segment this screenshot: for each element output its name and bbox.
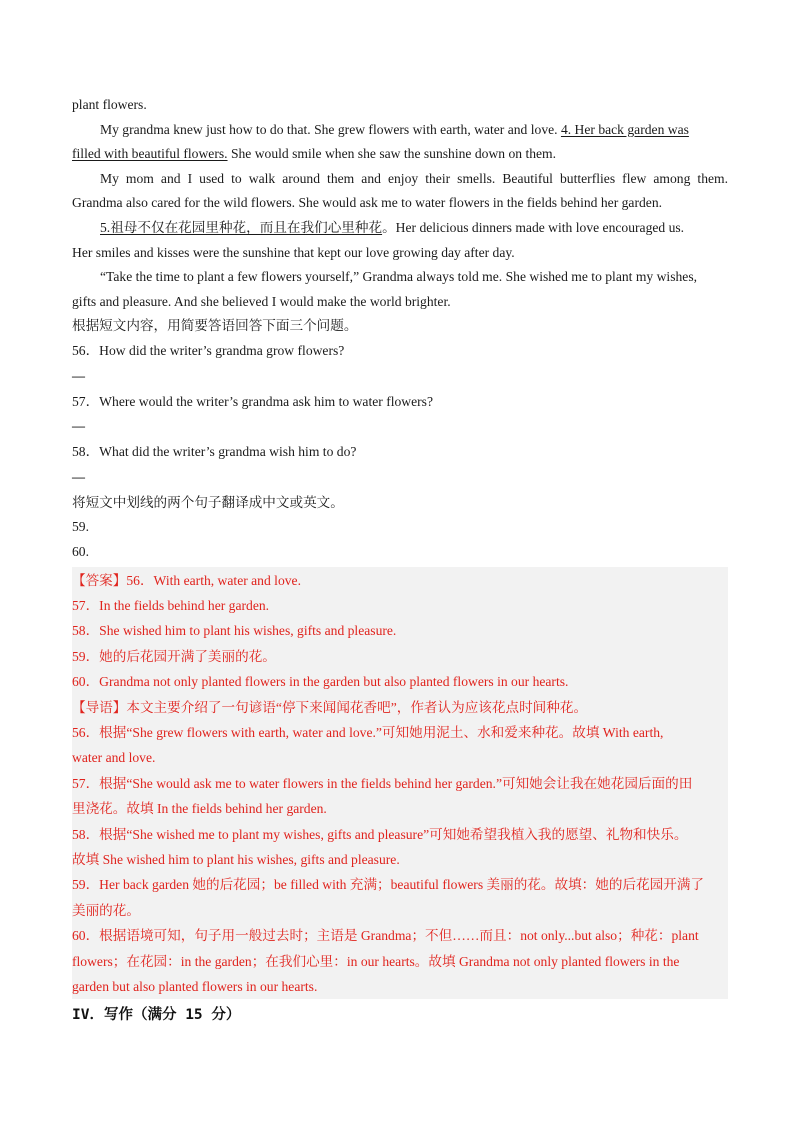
question-56: 56．How did the writer’s grandma grow flowers? bbox=[72, 342, 345, 358]
explanation-56: water and love. bbox=[72, 750, 156, 766]
explanation-60: garden but also planted flowers in our hearts. bbox=[72, 979, 318, 994]
instruction-text: 将短文中划线的两个句子翻译成中文或英文。 bbox=[72, 494, 344, 510]
explanation-57: 57．根据“She would ask me to water flowers in the fields behind her garden.”可知她会让我在她花园后面的田 bbox=[72, 775, 693, 791]
explanation-59: 美丽的花。 bbox=[72, 902, 140, 918]
underlined-sentence-4: filled with beautiful flowers. bbox=[72, 146, 228, 162]
answer-57: 57．In the fields behind her garden. bbox=[72, 597, 270, 613]
question-58: 58．What did the writer’s grandma wish him to do? bbox=[72, 444, 357, 460]
explanation-56: 56．根据“She grew flowers with earth, water and love.”可知她用泥土、水和爱来种花。故填 With earth, bbox=[72, 724, 664, 740]
document-page bbox=[72, 93, 728, 1029]
answer-blank: — bbox=[72, 367, 85, 383]
instruction-text: 根据短文内容，用简要答语回答下面三个问题。 bbox=[72, 318, 358, 334]
passage-line: Grandma also cared for the wild flowers. She would ask me to water flowers in the fields behind her garden. bbox=[72, 195, 663, 211]
section-heading: IV．写作（满分 15 分） bbox=[72, 1007, 241, 1024]
passage-line: My mom and I used to walk around them and enjoy their smells. Beautiful butterflies flew among them. bbox=[100, 170, 728, 186]
passage-text: She would smile when she saw the sunshine down on them. bbox=[227, 146, 557, 162]
explanation-58: 58．根据“She wished me to plant my wishes, gifts and pleasure”可知她希望我植入我的愿望、礼物和快乐。 bbox=[72, 826, 688, 842]
explanation-58: 故填 She wished him to plant his wishes, gifts and pleasure. bbox=[72, 851, 400, 867]
answer-blank: — bbox=[72, 418, 85, 434]
answer-56: 【答案】56．With earth, water and love. bbox=[72, 572, 301, 588]
question-57: 57．Where would the writer’s grandma ask him to water flowers? bbox=[72, 393, 434, 409]
passage-line bbox=[72, 142, 728, 167]
explanation-57: 里浇花。故填 In the fields behind her garden. bbox=[72, 801, 327, 817]
underlined-sentence-5: 5.祖母不仅在花园里种花，而且在我们心里种花 bbox=[100, 219, 383, 235]
answer-blank: — bbox=[72, 468, 85, 484]
question-60: 60. bbox=[72, 543, 89, 559]
passage-line: Her smiles and kisses were the sunshine that kept our love growing day after day. bbox=[72, 244, 515, 260]
passage-line: gifts and pleasure. And she believed I would make the world brighter. bbox=[72, 293, 451, 309]
guide-text: 【导语】本文主要介绍了一句谚语“停下来闻闻花香吧”，作者认为应该花点时间种花。 bbox=[72, 699, 588, 715]
passage-line: “Take the time to plant a few flowers yourself,” Grandma always told me. She wished me to plant my wishes, bbox=[100, 269, 698, 285]
passage-text: 。Her delicious dinners made with love encouraged us. bbox=[382, 219, 685, 235]
answer-60: 60．Grandma not only planted flowers in the garden but also planted flowers in our hearts. bbox=[72, 674, 569, 690]
answer-58: 58．She wished him to plant his wishes, gifts and pleasure. bbox=[72, 623, 397, 639]
explanation-59: 59．Her back garden 她的后花园；be filled with 充满；beautiful flowers 美丽的花。故填：她的后花园开满了 bbox=[72, 877, 705, 893]
underlined-sentence-4: 4. Her back garden was bbox=[560, 121, 689, 137]
explanation-60: flowers；在花园：in the garden；在我们心里：in our hearts。故填 Grandma not only planted flowers in the bbox=[72, 953, 680, 969]
passage-line bbox=[72, 118, 728, 143]
passage-line: plant flowers. bbox=[72, 97, 147, 112]
passage-text: My grandma knew just how to do that. She grew flowers with earth, water and love. bbox=[100, 121, 561, 137]
question-59: 59. bbox=[72, 519, 89, 535]
passage-line bbox=[72, 216, 728, 241]
explanation-60: 60．根据语境可知，句子用一般过去时；主语是 Grandma；不但……而且：not only...but also；种花：plant bbox=[72, 928, 699, 944]
answer-explanation-box bbox=[72, 567, 728, 1000]
answer-59: 59．她的后花园开满了美丽的花。 bbox=[72, 648, 276, 664]
